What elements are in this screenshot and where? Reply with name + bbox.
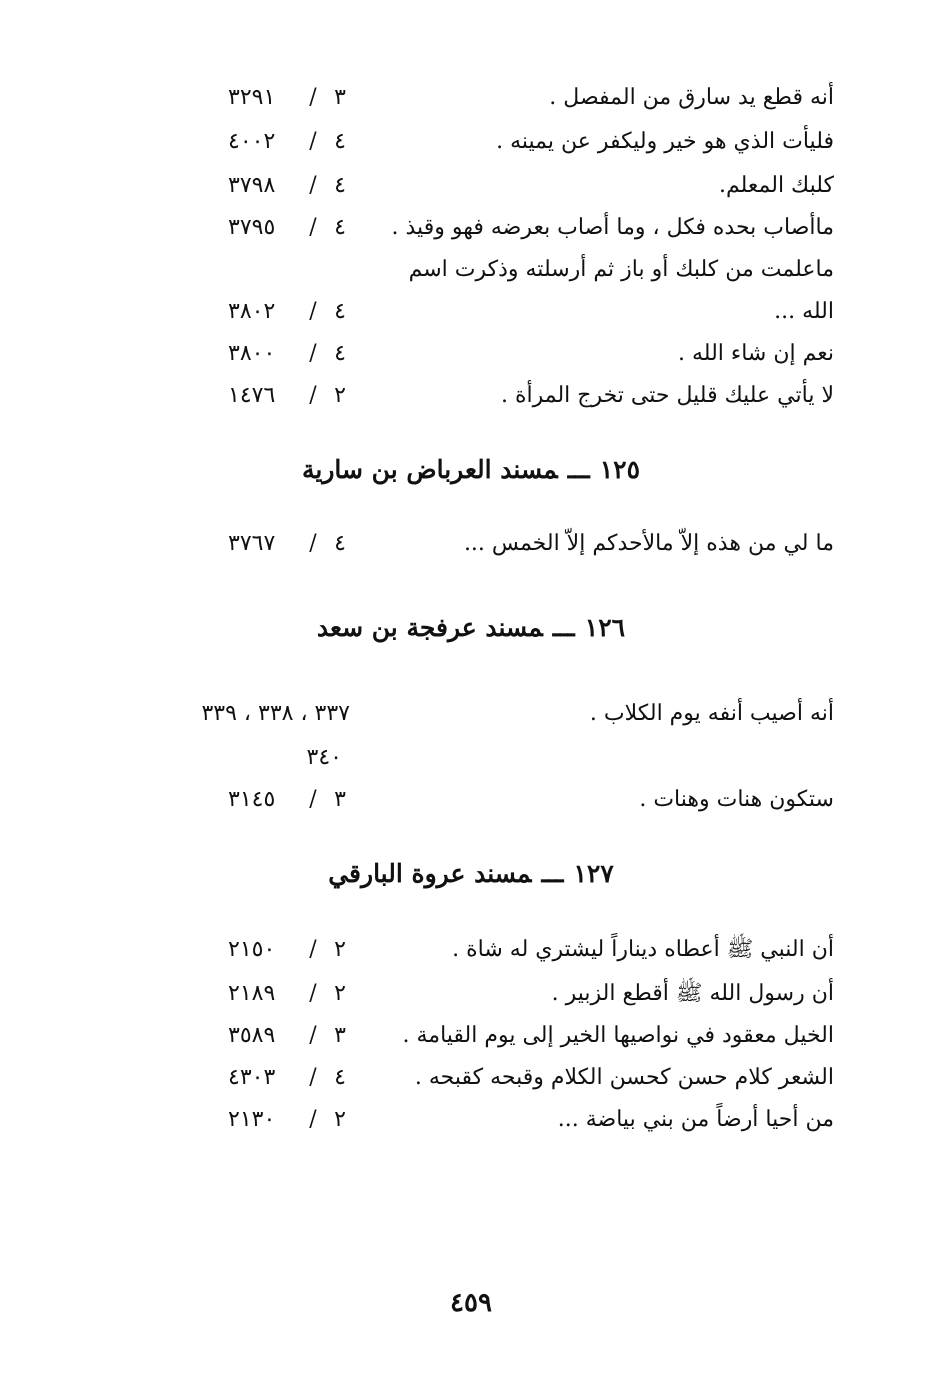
hadith-text: الخيل معقود في نواصيها الخير إلى يوم القيامة . xyxy=(402,1023,834,1048)
reference xyxy=(228,166,352,206)
list-item xyxy=(0,334,942,374)
separator: / xyxy=(309,299,317,324)
list-item xyxy=(0,376,942,416)
volume-number: ٤ xyxy=(334,1065,346,1090)
volume-number: ٣ xyxy=(334,85,346,110)
hadith-text: ماعلمت من كلبك أو باز ثم أرسلته وذكرت اسم xyxy=(408,257,834,282)
volume-number: ٤ xyxy=(334,531,346,556)
volume-number: ٢ xyxy=(334,383,346,408)
separator: / xyxy=(309,341,317,366)
reference xyxy=(228,930,352,970)
separator: / xyxy=(309,937,317,962)
hadith-text: كلبك المعلم. xyxy=(719,173,834,198)
hadith-text: أنه قطع يد سارق من المفصل . xyxy=(549,85,834,110)
separator: / xyxy=(309,173,317,198)
list-item xyxy=(0,930,942,970)
list-item xyxy=(0,1100,942,1140)
reference xyxy=(228,78,352,118)
hadith-text: أنه أصيب أنفه يوم الكلاب . xyxy=(589,701,834,726)
volume-number: ٤ xyxy=(334,173,346,198)
reference xyxy=(228,1100,352,1140)
reference xyxy=(228,334,352,374)
section-number: ١٢٥ xyxy=(599,455,641,484)
volume-number: ٣ xyxy=(334,1023,346,1048)
separator: / xyxy=(309,1107,317,1132)
reference xyxy=(228,292,352,332)
hadith-number: ٣٨٠٠ xyxy=(228,341,276,366)
reference xyxy=(228,1058,352,1098)
hadith-text: أن النبي ﷺ أعطاه ديناراً ليشتري له شاة . xyxy=(452,937,834,962)
separator: / xyxy=(309,787,317,812)
reference xyxy=(228,1016,352,1056)
separator: / xyxy=(309,1065,317,1090)
section-number: ١٢٦ xyxy=(584,613,626,642)
separator: / xyxy=(309,1023,317,1048)
list-item xyxy=(0,166,942,206)
hadith-number: ٢١٣٠ xyxy=(228,1107,276,1132)
reference-continuation: ٣٤٠ xyxy=(306,745,342,770)
hadith-text: الشعر كلام حسن كحسن الكلام وقبحه كقبحه . xyxy=(414,1065,834,1090)
hadith-text: فليأت الذي هو خير وليكفر عن يمينه . xyxy=(496,129,834,154)
hadith-number: ٢١٨٩ xyxy=(228,981,276,1006)
section-dash: ـــ xyxy=(567,455,590,484)
hadith-text: نعم إن شاء الله . xyxy=(678,341,834,366)
hadith-text: ما لي من هذه إلاّ مالأحدكم إلاّ الخمس ... xyxy=(463,531,834,556)
hadith-text: الله ... xyxy=(774,299,834,324)
list-item xyxy=(0,780,942,820)
volume-number: ٤ xyxy=(334,341,346,366)
separator: / xyxy=(309,981,317,1006)
list-item xyxy=(0,1016,942,1056)
hadith-number: ١٤٧٦ xyxy=(228,383,276,408)
section-title: مسند عرفجة بن سعد xyxy=(316,613,543,642)
hadith-text: لا يأتي عليك قليل حتى تخرج المرأة . xyxy=(500,383,834,408)
hadith-text: ماأصاب بحده فكل ، وما أصاب بعرضه فهو وقيذ . xyxy=(391,215,834,240)
section-heading xyxy=(0,608,942,648)
volume-number: ٤ xyxy=(334,129,346,154)
hadith-text: ستكون هنات وهنات . xyxy=(639,787,834,812)
list-item xyxy=(0,292,942,332)
reference xyxy=(228,376,352,416)
hadith-number: ٤٣٠٣ xyxy=(228,1065,276,1090)
section-dash: ـــ xyxy=(552,613,575,642)
section-number: ١٢٧ xyxy=(573,859,614,888)
hadith-number: ٤٠٠٢ xyxy=(228,129,276,154)
volume-number: ٢ xyxy=(334,937,346,962)
list-item xyxy=(0,974,942,1014)
list-item xyxy=(0,694,942,734)
hadith-number: ٣٧٦٧ xyxy=(228,531,276,556)
list-item xyxy=(0,1058,942,1098)
reference xyxy=(228,974,352,1014)
volume-number: ٣ xyxy=(334,787,346,812)
hadith-number: ٣٧٩٥ xyxy=(228,215,276,240)
section-dash: ـــ xyxy=(541,859,564,888)
reference-list: ٣٣٧ ، ٣٣٨ ، ٣٣٩ xyxy=(201,701,350,726)
section-heading xyxy=(0,450,942,490)
hadith-number: ٣٧٩٨ xyxy=(228,173,276,198)
volume-number: ٤ xyxy=(334,299,346,324)
separator: / xyxy=(309,129,317,154)
hadith-number: ٣٥٨٩ xyxy=(228,1023,276,1048)
section-title: مسند عروة البارقي xyxy=(328,859,532,888)
section-heading xyxy=(0,854,942,894)
separator: / xyxy=(309,85,317,110)
reference xyxy=(228,524,352,564)
hadith-text: من أحيا أرضاً من بني بياضة ... xyxy=(557,1107,834,1132)
volume-number: ٢ xyxy=(334,1107,346,1132)
hadith-number: ٢١٥٠ xyxy=(228,937,276,962)
page-number: ٤٥٩ xyxy=(450,1288,492,1318)
volume-number: ٤ xyxy=(334,215,346,240)
list-item xyxy=(0,122,942,162)
hadith-number: ٣٢٩١ xyxy=(228,85,276,110)
hadith-text: أن رسول الله ﷺ أقطع الزبير . xyxy=(551,981,834,1006)
hadith-number: ٣١٤٥ xyxy=(228,787,276,812)
section-title: مسند العرباض بن سارية xyxy=(301,455,558,484)
list-item xyxy=(0,250,942,290)
reference xyxy=(228,780,352,820)
separator: / xyxy=(309,383,317,408)
separator: / xyxy=(309,215,317,240)
list-item xyxy=(0,524,942,564)
volume-number: ٢ xyxy=(334,981,346,1006)
separator: / xyxy=(309,531,317,556)
list-item xyxy=(0,78,942,118)
reference xyxy=(228,208,352,248)
reference xyxy=(228,122,352,162)
hadith-number: ٣٨٠٢ xyxy=(228,299,276,324)
list-item xyxy=(0,208,942,248)
